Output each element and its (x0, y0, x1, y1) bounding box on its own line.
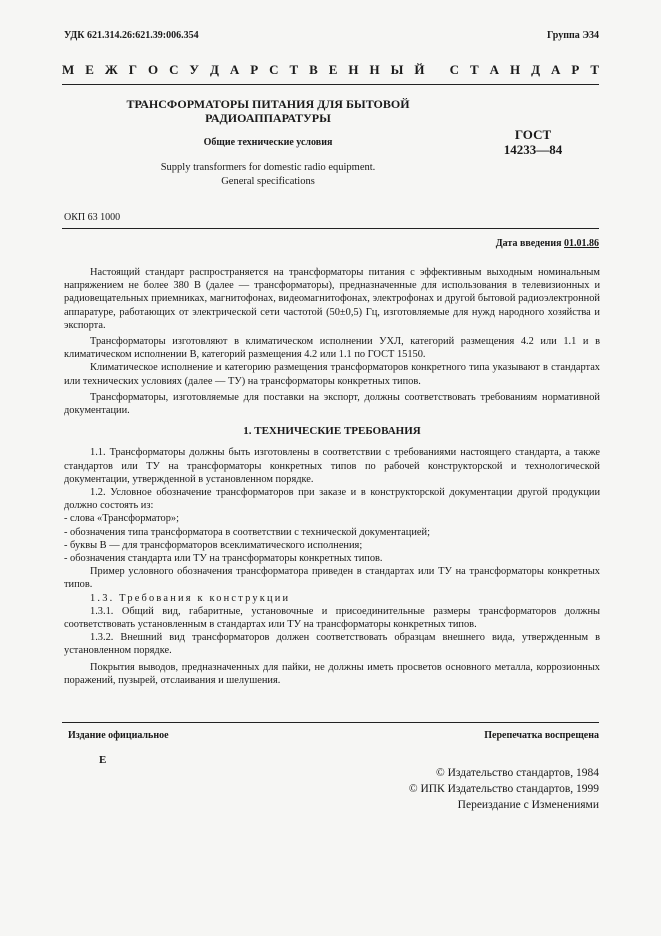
banner-letter: Й (414, 62, 425, 77)
list-item: - слова «Трансформатор»; (64, 513, 179, 525)
list-item: - обозначения стандарта или ТУ на трансформаторы конкретных типов. (64, 553, 383, 565)
banner-letter: Е (85, 62, 94, 77)
english-title (108, 161, 428, 189)
banner-letter: Т (289, 62, 299, 77)
section-heading: 1. ТЕХНИЧЕСКИЕ ТРЕБОВАНИЯ (243, 425, 421, 438)
edition-mark: Е (99, 754, 107, 766)
standard-banner (62, 62, 599, 78)
paragraph: Настоящий стандарт распространяется на трансформаторы питания с эффективным выходным номинальным напряжением не более 380 В (далее — трансформаторы), предназначенные для использования в телевизионных и радиовещательных приемниках, магнитофонах, видеомагнитофонах, электрофонах и другой бытовой радиоэлектронной аппаратуре, работающих от электрической сети частотой (50±0,5) Гц, изготовляемые для нужд народного хозяйства и экспорта. (64, 267, 600, 331)
date-label: Дата введения (495, 238, 564, 249)
paragraph: Трансформаторы изготовляют в климатическом исполнении УХЛ, категорий размещения 4.2 или 1.1 и в климатическом исполнении В, категорий размещения 4.2 или 1.1 по ГОСТ 15150. (64, 336, 600, 361)
document-subtitle: Общие технические условия (203, 137, 333, 148)
banner-letter: Р (571, 62, 580, 77)
gost-label: ГОСТ (514, 127, 552, 142)
banner-letter: Н (369, 62, 380, 77)
banner-letter: Д (209, 62, 219, 77)
banner-letter: Д (531, 62, 541, 77)
banner-letter: А (489, 62, 500, 77)
subsection-heading: 1.3. Требования к конструкции (90, 592, 291, 604)
banner-letter: Т (590, 62, 599, 77)
copyright-line-2: © ИПК Издательство стандартов, 1999 (408, 783, 599, 795)
list-item: - обозначения типа трансформатора в соответствии с технической документацией; (64, 526, 430, 538)
banner-letter (435, 62, 438, 78)
banner-letter: Т (470, 62, 479, 77)
banner-letter: С (269, 62, 279, 77)
banner-letter: М (62, 62, 75, 77)
english-title-line-2: General specifications (221, 176, 315, 187)
title-line-2: РАДИОАППАРАТУРЫ (205, 111, 331, 125)
okp-rule (62, 228, 599, 229)
banner-letter: Е (328, 62, 338, 77)
okp-code: ОКП 63 1000 (64, 212, 121, 223)
reprint-notice: Перепечатка воспрещена (484, 730, 599, 741)
banner-letter: Н (510, 62, 521, 77)
banner-rule (62, 84, 599, 85)
effective-date (496, 238, 599, 249)
banner-letter: Ы (390, 62, 404, 77)
reissue-note: Переиздание с Изменениями (457, 799, 599, 811)
gost-code: 14233—84 (503, 142, 563, 157)
banner-letter: А (229, 62, 240, 77)
document-body (64, 266, 600, 687)
footer-rule (62, 722, 599, 723)
banner-letter: С (449, 62, 460, 77)
paragraph: 1.3.1. Общий вид, габаритные, установочные и присоединительные размеры трансформаторов должны соответствовать установленным в стандартах или ТУ на трансформаторы конкретных типов. (64, 605, 600, 631)
date-value: 01.01.86 (564, 238, 599, 249)
list-item: - буквы В — для трансформаторов всеклиматического исполнения; (64, 539, 363, 551)
paragraph: Пример условного обозначения трансформатора приведен в стандартах или ТУ на трансформаторы конкретных типов. (64, 566, 600, 591)
banner-letter: Р (250, 62, 259, 77)
paragraph: Трансформаторы, изготовляемые для поставки на экспорт, должны соответствовать требованиям нормативной документации. (64, 391, 600, 417)
group-code: Группа Э34 (547, 30, 599, 41)
paragraph: 1.1. Трансформаторы должны быть изготовлены в соответствии с требованиями настоящего стандарта, а также стандартов или ТУ на трансформаторы конкретных типов по рабочей конструкторской и технологической документации, утвержденной в установленном порядке. (64, 447, 600, 485)
banner-letter: С (169, 62, 179, 77)
paragraph: 1.3.2. Внешний вид трансформаторов должен соответствовать образцам внешнего вида, утвержденным в установленном порядке. (64, 632, 600, 657)
banner-letter: Н (348, 62, 359, 77)
banner-letter: В (309, 62, 318, 77)
banner-letter: О (147, 62, 159, 77)
document-title (108, 97, 428, 125)
banner-letter: Г (128, 62, 137, 77)
paragraph: 1.2. Условное обозначение трансформаторов при заказе и в конструкторской документации другой продукции должно состоять из: (64, 487, 600, 512)
title-line-1: ТРАНСФОРМАТОРЫ ПИТАНИЯ ДЛЯ БЫТОВОЙ (126, 97, 410, 111)
official-edition: Издание официальное (68, 730, 169, 741)
banner-letter: У (189, 62, 199, 77)
paragraph: Покрытия выводов, предназначенных для пайки, не должны иметь просветов основного металла, коррозионных поражений, пузырей, отслаивания и шелушения. (64, 661, 600, 686)
copyright-block (409, 765, 599, 813)
banner-letter: Ж (104, 62, 118, 77)
english-title-line-1: Supply transformers for domestic radio equipment. (160, 162, 376, 173)
gost-number (478, 127, 588, 157)
paragraph: Климатическое исполнение и категорию размещения трансформаторов конкретного типа указывают в стандартах или технических условиях (далее — ТУ) на трансформаторы конкретных типов. (64, 362, 600, 387)
banner-letter: А (551, 62, 561, 77)
copyright-line-1: © Издательство стандартов, 1984 (435, 767, 599, 779)
udk-code: УДК 621.314.26:621.39:006.354 (64, 30, 199, 41)
